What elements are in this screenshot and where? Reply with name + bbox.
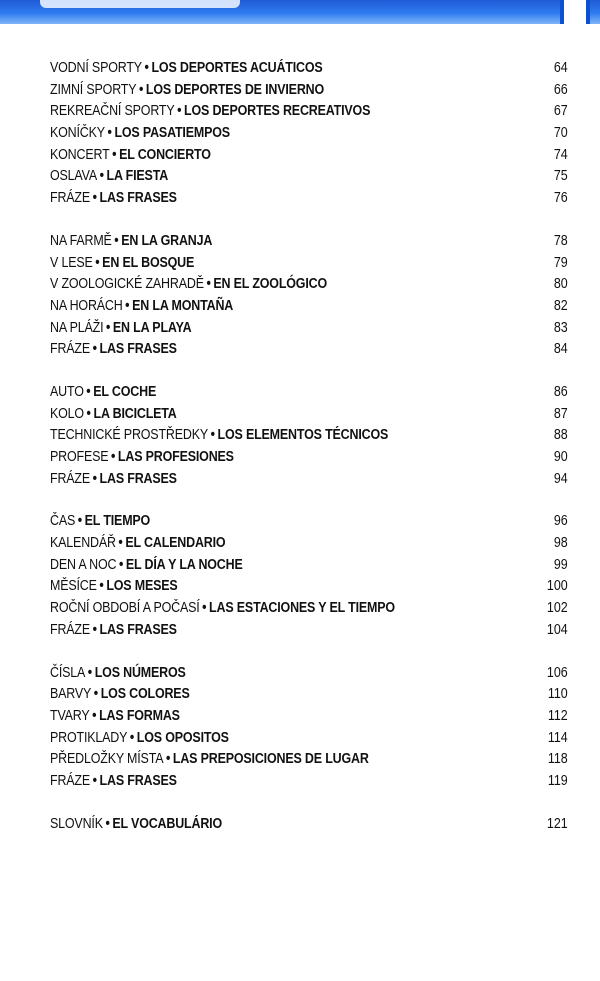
toc-entry (50, 447, 568, 469)
table-of-contents (50, 58, 568, 856)
page-number: 114 (547, 729, 568, 746)
entry-title (50, 123, 230, 145)
czech-title: KONCERT (50, 146, 110, 163)
entry-title (50, 166, 168, 188)
toc-entry (50, 166, 568, 188)
spanish-title: LAS FRASES (99, 190, 177, 207)
page-number: 66 (553, 81, 568, 98)
spanish-title: LOS COLORES (100, 686, 190, 703)
spanish-title: LAS FORMAS (99, 707, 180, 724)
entry-title (50, 296, 233, 318)
spanish-title: LOS PASATIEMPOS (114, 125, 230, 142)
toc-entry (50, 274, 568, 296)
czech-title: FRÁZE (50, 772, 91, 789)
spanish-title: LOS MESES (106, 578, 178, 595)
toc-entry (50, 469, 568, 491)
toc-section (50, 511, 568, 641)
toc-entry (50, 706, 568, 728)
entry-title (50, 771, 177, 793)
bullet-separator: • (92, 707, 97, 724)
toc-entry (50, 620, 568, 642)
entry-title (50, 58, 323, 80)
entry-title (50, 231, 212, 253)
page-number: 119 (547, 772, 568, 789)
page-number: 75 (553, 168, 568, 185)
spanish-title: LOS NÚMEROS (94, 664, 186, 681)
toc-entry (50, 404, 568, 426)
toc-entry (50, 533, 568, 555)
entry-title (50, 382, 156, 404)
spanish-title: EL VOCABULÁRIO (112, 815, 222, 832)
spanish-title: LOS DEPORTES RECREATIVOS (184, 103, 371, 120)
page-number: 90 (553, 449, 568, 465)
czech-title: AUTO (50, 383, 84, 400)
entry-title (50, 576, 178, 598)
toc-entry (50, 749, 568, 771)
page-number: 106 (546, 664, 568, 681)
entry-title (50, 253, 194, 275)
toc-entry (50, 253, 568, 275)
toc-entry (50, 296, 568, 318)
entry-title (50, 404, 177, 426)
bullet-separator: • (99, 168, 104, 185)
czech-title: TECHNICKÉ PROSTŘEDKY (50, 427, 209, 444)
top-banner (0, 0, 600, 24)
page-number: 110 (547, 686, 568, 703)
page-number: 94 (553, 470, 568, 487)
bullet-separator: • (86, 405, 91, 422)
toc-entry (50, 318, 568, 340)
bullet-separator: • (92, 470, 97, 487)
czech-title: V ZOOLOGICKÉ ZAHRADĚ (50, 276, 204, 293)
bullet-separator: • (129, 729, 135, 746)
bullet-separator: • (95, 254, 100, 271)
page-number: 79 (553, 254, 568, 271)
spanish-title: LAS FRASES (99, 470, 177, 487)
toc-entry (50, 58, 568, 80)
entry-title (50, 425, 388, 447)
entry-title (50, 706, 180, 728)
czech-title: ROČNÍ OBDOBÍ A POČASÍ (50, 600, 200, 617)
page-number: 78 (553, 232, 568, 249)
czech-title: FRÁZE (50, 470, 91, 487)
page-number: 88 (553, 427, 568, 444)
spanish-title: LA BICICLETA (93, 405, 177, 422)
page-number: 87 (553, 405, 568, 422)
page-number: 74 (553, 146, 568, 163)
czech-title: NA PLÁŽI (50, 319, 104, 336)
page-number: 86 (553, 383, 568, 400)
spanish-title: EN LA PLAYA (112, 319, 192, 336)
toc-section (50, 663, 568, 793)
page-number: 102 (546, 600, 568, 617)
spanish-title: LOS ELEMENTOS TÉCNICOS (217, 427, 389, 444)
toc-entry (50, 231, 568, 253)
bullet-separator: • (165, 751, 171, 768)
page-number: 67 (553, 103, 568, 120)
toc-entry (50, 123, 568, 145)
toc-entry (50, 511, 568, 533)
spanish-title: EL CONCIERTO (119, 146, 211, 163)
spanish-title: LAS FRASES (99, 772, 177, 789)
czech-title: SLOVNÍK (50, 815, 103, 832)
toc-entry (50, 684, 568, 706)
entry-title (50, 555, 243, 577)
czech-title: BARVY (50, 686, 92, 703)
entry-title (50, 339, 177, 361)
czech-title: ČAS (50, 513, 76, 530)
bullet-separator: • (177, 103, 182, 120)
czech-title: DEN A NOC (50, 556, 117, 573)
spanish-title: LOS DEPORTES ACUÁTICOS (151, 60, 323, 76)
banner-tab (560, 0, 590, 24)
entry-title (50, 511, 150, 533)
toc-section (50, 814, 568, 836)
entry-title (50, 749, 369, 771)
czech-title: FRÁZE (50, 621, 91, 638)
bullet-separator: • (93, 686, 99, 703)
entry-title (50, 101, 370, 123)
czech-title: PŘEDLOŽKY MÍSTA (50, 751, 164, 768)
czech-title: VODNÍ SPORTY (50, 60, 142, 76)
spanish-title: EN EL ZOOLÓGICO (213, 276, 327, 293)
page-number: 100 (546, 578, 568, 595)
toc-section (50, 58, 568, 210)
spanish-title: LA FIESTA (106, 168, 169, 185)
spanish-title: LAS FRASES (99, 341, 177, 358)
page-number: 84 (553, 341, 568, 358)
bullet-separator: • (87, 664, 93, 681)
spanish-title: EL DÍA Y LA NOCHE (125, 556, 243, 573)
toc-entry (50, 728, 568, 750)
entry-title (50, 684, 190, 706)
czech-title: ČÍSLA (50, 664, 86, 681)
bullet-separator: • (105, 815, 110, 832)
bullet-separator: • (118, 556, 124, 573)
bullet-separator: • (86, 383, 91, 400)
spanish-title: EL TIEMPO (84, 513, 151, 530)
entry-title (50, 80, 324, 102)
entry-title (50, 728, 229, 750)
toc-entry (50, 771, 568, 793)
spanish-title: EL CALENDARIO (125, 535, 226, 552)
czech-title: TVARY (50, 707, 90, 724)
entry-title (50, 598, 395, 620)
czech-title: KOLO (50, 405, 84, 422)
bullet-separator: • (99, 578, 104, 595)
bullet-separator: • (210, 427, 215, 444)
czech-title: PROTIKLADY (50, 729, 128, 746)
banner-title-strip (40, 0, 240, 8)
bullet-separator: • (105, 319, 111, 336)
entry-title (50, 663, 186, 685)
page-number: 83 (553, 319, 568, 336)
page-number: 64 (553, 60, 568, 76)
page-number: 80 (553, 276, 568, 293)
spanish-title: EN LA MONTAÑA (132, 297, 234, 314)
spanish-title: LAS PROFESIONES (117, 449, 234, 465)
entry-title (50, 533, 225, 555)
toc-section (50, 382, 568, 490)
spanish-title: LOS OPOSITOS (136, 729, 229, 746)
bullet-separator: • (92, 621, 97, 638)
toc-entry (50, 555, 568, 577)
bullet-separator: • (92, 341, 97, 358)
page-number: 121 (546, 815, 568, 832)
entry-title (50, 469, 177, 491)
spanish-title: LAS FRASES (99, 621, 177, 638)
toc-section (50, 231, 568, 361)
toc-entry (50, 80, 568, 102)
czech-title: NA FARMĚ (50, 232, 112, 249)
czech-title: NA HORÁCH (50, 297, 123, 314)
bullet-separator: • (114, 232, 119, 249)
spanish-title: LOS DEPORTES DE INVIERNO (145, 81, 325, 98)
page-number: 98 (553, 535, 568, 552)
bullet-separator: • (77, 513, 83, 530)
toc-entry (50, 382, 568, 404)
spanish-title: LAS ESTACIONES Y EL TIEMPO (209, 600, 395, 617)
toc-entry (50, 188, 568, 210)
page-number: 112 (547, 707, 568, 724)
entry-title (50, 274, 327, 296)
czech-title: MĚSÍCE (50, 578, 97, 595)
entry-title (50, 188, 177, 210)
bullet-separator: • (112, 146, 117, 163)
czech-title: OSLAVA (50, 168, 98, 185)
bullet-separator: • (92, 190, 97, 207)
spanish-title: EL COCHE (93, 383, 157, 400)
entry-title (50, 318, 191, 340)
entry-title (50, 145, 211, 167)
czech-title: V LESE (50, 254, 93, 271)
bullet-separator: • (144, 60, 149, 76)
entry-title (50, 620, 177, 642)
toc-entry (50, 425, 568, 447)
czech-title: PROFESE (50, 449, 109, 465)
entry-title (50, 814, 222, 836)
page-number: 82 (553, 297, 568, 314)
bullet-separator: • (202, 600, 207, 617)
czech-title: REKREAČNÍ SPORTY (50, 103, 175, 120)
czech-title: KALENDÁŘ (50, 535, 116, 552)
bullet-separator: • (118, 535, 123, 552)
czech-title: FRÁZE (50, 341, 91, 358)
page-number: 118 (547, 751, 568, 768)
toc-entry (50, 145, 568, 167)
toc-entry (50, 814, 568, 836)
page-number: 104 (546, 621, 568, 638)
bullet-separator: • (107, 125, 112, 142)
toc-entry (50, 101, 568, 123)
toc-entry (50, 663, 568, 685)
bullet-separator: • (92, 772, 97, 789)
czech-title: FRÁZE (50, 190, 91, 207)
page-number: 70 (553, 125, 568, 142)
spanish-title: EN LA GRANJA (121, 232, 213, 249)
czech-title: ZIMNÍ SPORTY (50, 81, 137, 98)
page-number: 99 (553, 556, 568, 573)
bullet-separator: • (206, 276, 211, 293)
bullet-separator: • (110, 449, 116, 465)
page-number: 96 (553, 513, 568, 530)
entry-title (50, 447, 234, 469)
spanish-title: LAS PREPOSICIONES DE LUGAR (172, 751, 369, 768)
toc-entry (50, 598, 568, 620)
spanish-title: EN EL BOSQUE (102, 254, 195, 271)
bullet-separator: • (138, 81, 144, 98)
bullet-separator: • (125, 297, 130, 314)
czech-title: KONÍČKY (50, 125, 105, 142)
page-number: 76 (553, 190, 568, 207)
toc-entry (50, 339, 568, 361)
toc-entry (50, 576, 568, 598)
